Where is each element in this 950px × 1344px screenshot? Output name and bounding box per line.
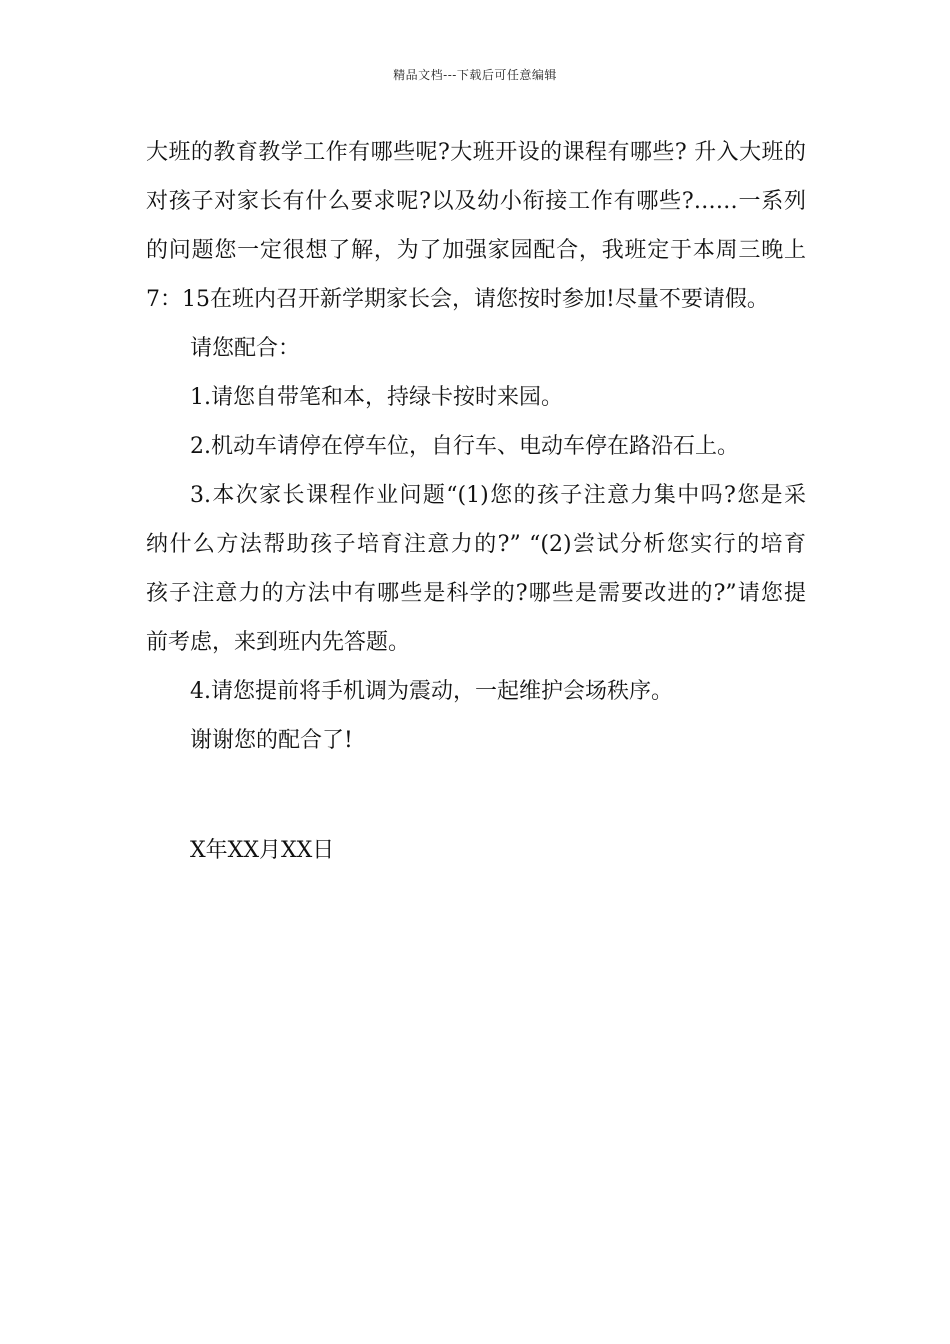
intro-line-2: 对孩子对家长有什么要求呢?以及幼小衔接工作有哪些?……一系列 <box>146 189 806 214</box>
list-item-2 <box>146 422 806 471</box>
request-heading-text: 请您配合： <box>190 336 301 361</box>
list-item-3 <box>146 471 806 667</box>
list-item-3-line-4: 前考虑，来到班内先答题。 <box>146 630 411 655</box>
list-item-3-line-2: 纳什么方法帮助孩子培育注意力的?” “(2)尝试分析您实行的培育 <box>146 532 806 557</box>
list-item-3-line-3: 孩子注意力的方法中有哪些是科学的?哪些是需要改进的?”请您提 <box>146 581 806 606</box>
list-item-4 <box>146 667 806 716</box>
intro-line-1: 大班的教育教学工作有哪些呢?大班开设的课程有哪些? 升入大班的 <box>146 140 806 165</box>
list-item-1-text: 1.请您自带笔和本，持绿卡按时来园。 <box>190 385 563 410</box>
request-heading <box>146 324 806 373</box>
list-item-1 <box>146 373 806 422</box>
intro-line-4: 7：15在班内召开新学期家长会，请您按时参加!尽量不要请假。 <box>146 287 769 312</box>
thanks-text: 谢谢您的配合了! <box>190 728 353 753</box>
thanks-line <box>146 716 806 765</box>
page-header: 精品文档---下载后可任意编辑 <box>393 68 557 82</box>
intro-paragraph <box>146 128 806 324</box>
intro-line-3: 的问题您一定很想了解，为了加强家园配合，我班定于本周三晚上 <box>146 238 806 263</box>
list-item-2-text: 2.机动车请停在停车位，自行车、电动车停在路沿石上。 <box>190 434 739 459</box>
document-date: X年XX月XX日 <box>190 838 335 863</box>
list-item-4-text: 4.请您提前将手机调为震动，一起维护会场秩序。 <box>190 679 673 704</box>
list-item-3-line-1: 3.本次家长课程作业问题“(1)您的孩子注意力集中吗?您是采 <box>190 483 806 508</box>
document-body <box>146 128 806 765</box>
